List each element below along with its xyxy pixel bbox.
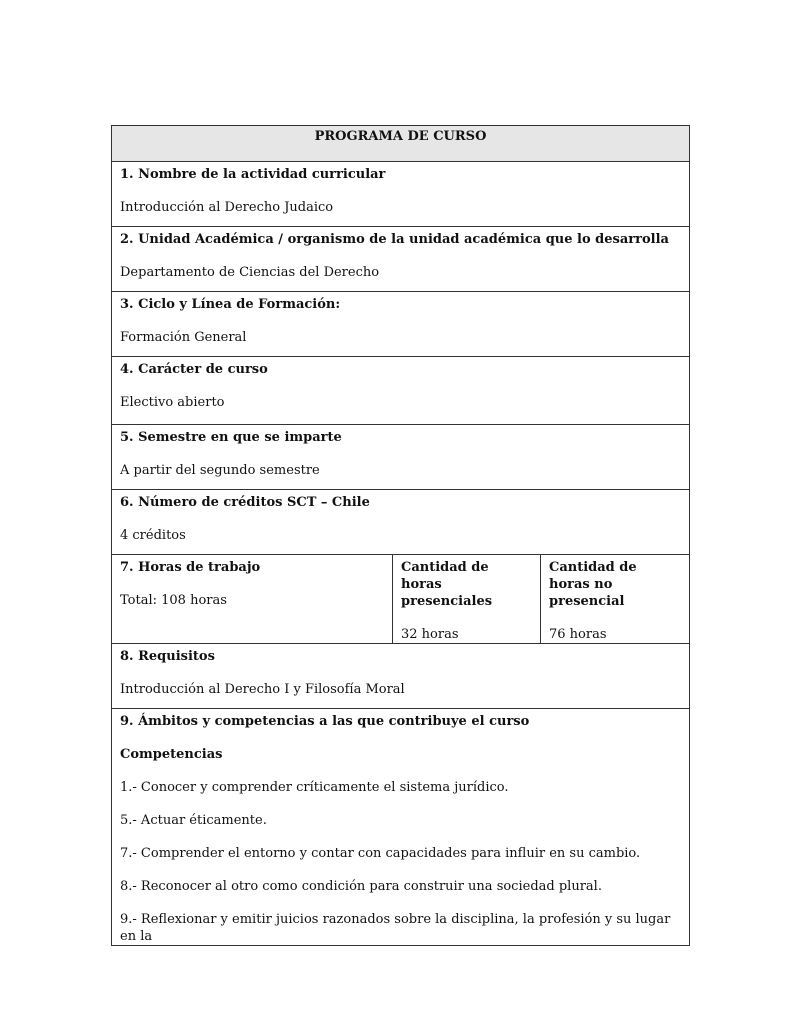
section-value: 4 créditos [120,528,186,543]
list-item: 9.- Reflexionar y emitir juicios razonados sobre la disciplina, la profesión y su lugar en la [120,912,671,944]
section-title: 6. Número de créditos SCT – Chile [120,495,370,510]
section-value: A partir del segundo semestre [120,463,320,478]
section-4 [112,357,690,425]
section-title: 1. Nombre de la actividad curricular [120,167,386,182]
hours-presencial-value: 32 horas [401,627,459,642]
section-2 [112,227,690,292]
section-title: 4. Carácter de curso [120,362,268,377]
section-value: Formación General [120,330,247,345]
course-program-table [111,125,690,946]
section-value: Introducción al Derecho Judaico [120,200,334,215]
section-value: Departamento de Ciencias del Derecho [120,265,380,280]
hours-presencial-title: Cantidad de horas presenciales [401,560,493,609]
section-5 [112,425,690,490]
section-9 [112,709,690,946]
section-title: 3. Ciclo y Línea de Formación: [120,297,341,312]
hours-no-presencial-value: 76 horas [549,627,607,642]
table-header: PROGRAMA DE CURSO [112,126,690,162]
section-1 [112,162,690,227]
section-8 [112,644,690,709]
section-6 [112,490,690,555]
section-value: Electivo abierto [120,395,225,410]
hours-title: 7. Horas de trabajo [120,560,261,575]
section-title: 5. Semestre en que se imparte [120,430,342,445]
section-7 [112,555,393,644]
section-title: 2. Unidad Académica / organismo de la unidad académica que lo desarrolla [120,232,669,247]
competencias-subtitle: Competencias [120,747,223,762]
section-value: Introducción al Derecho I y Filosofía Moral [120,682,405,697]
hours-no-presencial-cell [541,555,690,644]
list-item: 1.- Conocer y comprender críticamente el sistema jurídico. [120,780,509,795]
list-item: 7.- Comprender el entorno y contar con capacidades para influir en su cambio. [120,846,641,861]
list-item: 5.- Actuar éticamente. [120,813,267,828]
hours-no-presencial-title: Cantidad de horas no presencial [549,560,637,609]
hours-presencial-cell [393,555,541,644]
section-3 [112,292,690,357]
hours-total: Total: 108 horas [120,593,227,608]
section-title: 8. Requisitos [120,649,215,664]
section-title: 9. Ámbitos y competencias a las que contribuye el curso [120,714,530,729]
list-item: 8.- Reconocer al otro como condición para construir una sociedad plural. [120,879,602,894]
